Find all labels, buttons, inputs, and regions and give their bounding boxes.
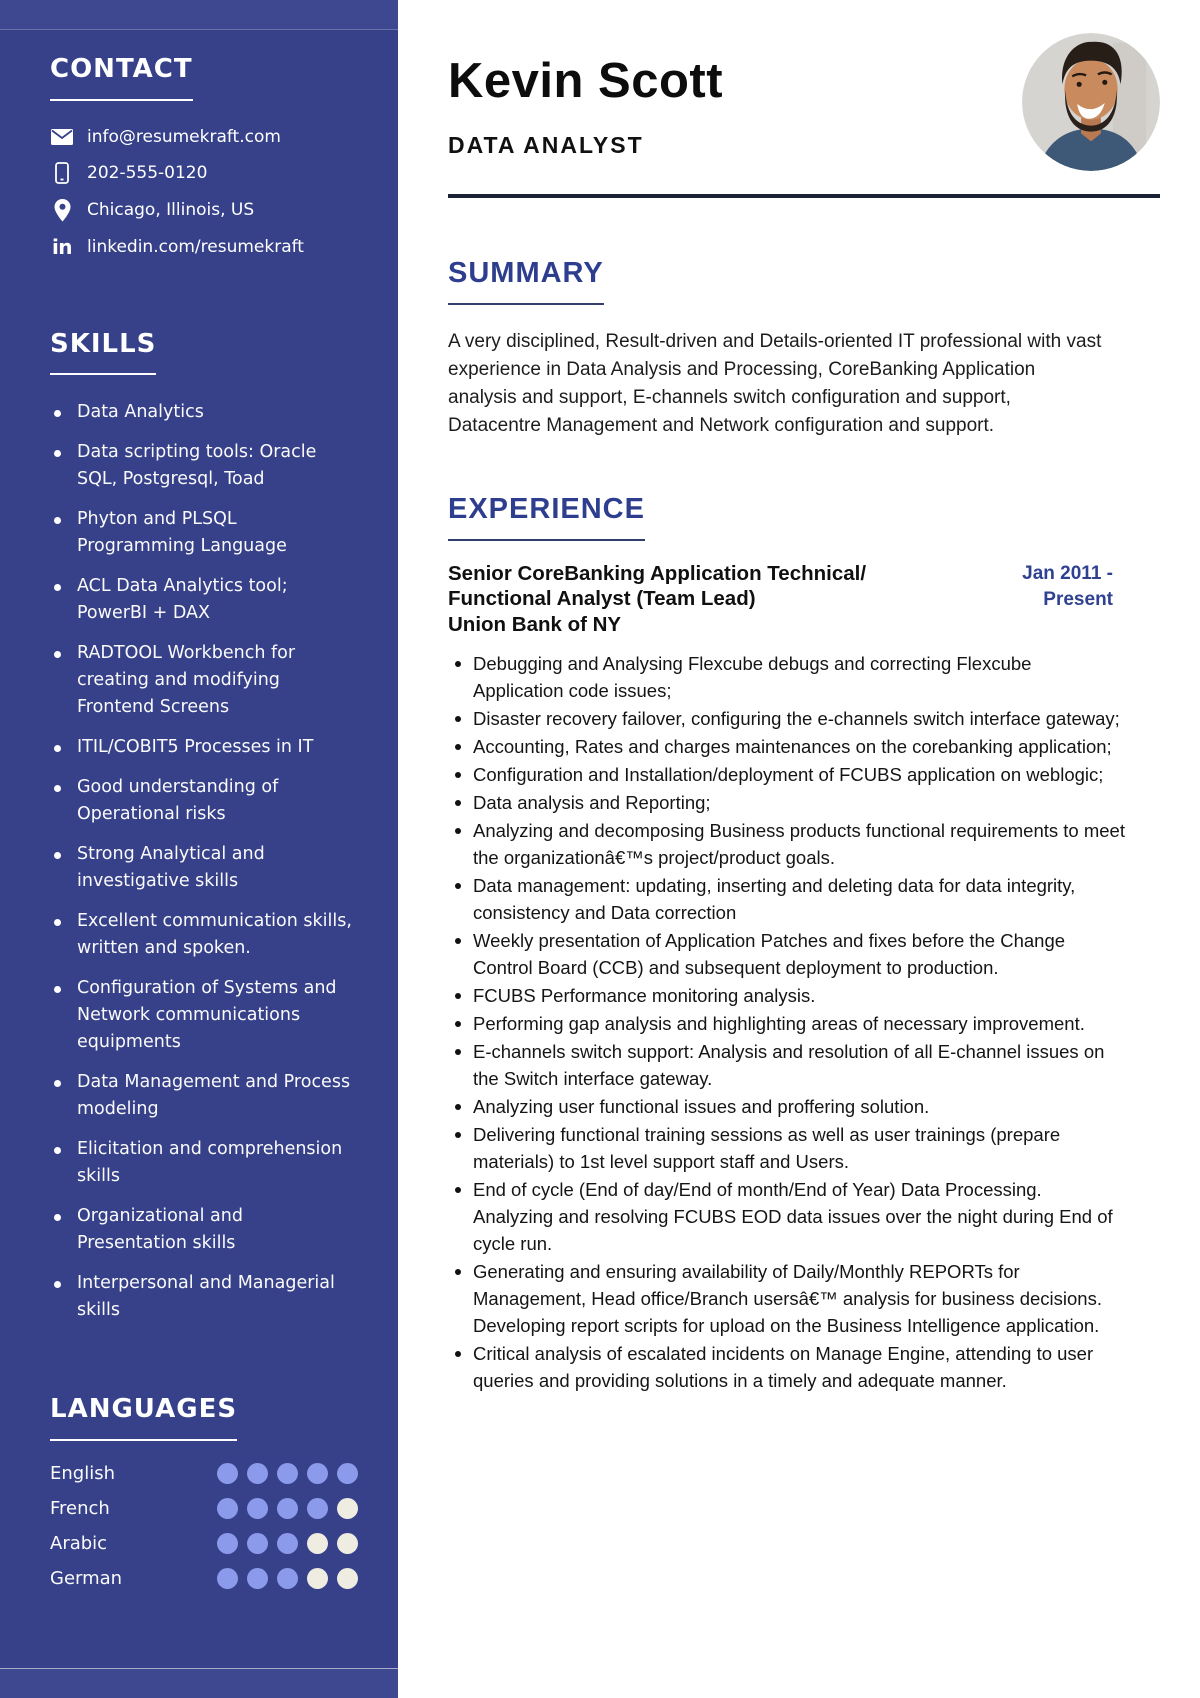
job-bullet: Performing gap analysis and highlighting areas of necessary improvement.: [448, 1010, 1126, 1037]
skills-heading: SKILLS: [50, 330, 156, 376]
languages-list: [50, 1463, 358, 1589]
language-row: [50, 1533, 358, 1554]
job-bullet: Generating and ensuring availability of Daily/Monthly REPORTs for Management, Head office/Branch usersâ€™ analysis for business decisions. Developing report scripts for upload on the Business Intelligence application.: [448, 1258, 1126, 1339]
language-dot-filled: [307, 1498, 328, 1519]
skill-item: Excellent communication skills, written and spoken.: [50, 908, 358, 962]
skill-item: Data Management and Process modeling: [50, 1069, 358, 1123]
job-bullet: E-channels switch support: Analysis and resolution of all E-channel issues on the Switch interface gateway.: [448, 1038, 1126, 1092]
contact-linkedin-text: Chicago, Illinois, US: [87, 200, 255, 221]
language-dot-empty: [307, 1568, 328, 1589]
job-bullet: Debugging and Analysing Flexcube debugs and correcting Flexcube Application code issues;: [448, 650, 1126, 704]
job-titles: [448, 561, 918, 637]
contact-linkedin-text: linkedin.com/resumekraft: [87, 236, 304, 257]
skill-item: ITIL/COBIT5 Processes in IT: [50, 734, 358, 761]
job-bullet: Accounting, Rates and charges maintenances on the corebanking application;: [448, 733, 1126, 760]
language-dot-filled: [247, 1533, 268, 1554]
skill-item: Elicitation and comprehension skills: [50, 1136, 358, 1190]
language-name: German: [50, 1567, 123, 1589]
contact-email: [50, 127, 358, 147]
language-dot-filled: [337, 1463, 358, 1484]
languages-section: [50, 1370, 358, 1589]
job-bullet: Data management: updating, inserting and deleting data for data integrity, consistency and Data correction: [448, 872, 1126, 926]
skill-item: RADTOOL Workbench for creating and modifying Frontend Screens: [50, 640, 358, 721]
language-name: Arabic: [50, 1532, 108, 1554]
sidebar: [0, 0, 398, 1698]
language-dot-empty: [337, 1568, 358, 1589]
job-company: Union Bank of NY: [448, 613, 622, 637]
language-level-dots: [217, 1498, 358, 1519]
language-dot-filled: [217, 1498, 238, 1519]
location-pin-icon: [50, 199, 74, 222]
skill-item: Strong Analytical and investigative skills: [50, 841, 358, 895]
language-row: [50, 1498, 358, 1519]
summary-section: [448, 258, 1160, 440]
language-dot-filled: [307, 1463, 328, 1484]
language-dot-empty: [337, 1498, 358, 1519]
skill-item: Data Analytics: [50, 399, 358, 426]
main-content: [398, 0, 1200, 1698]
phone-icon: [50, 162, 74, 184]
language-dot-filled: [217, 1568, 238, 1589]
job-bullet: Disaster recovery failover, configuring the e-channels switch interface gateway;: [448, 705, 1126, 732]
languages-heading: LANGUAGES: [50, 1395, 237, 1441]
job-bullet: Critical analysis of escalated incidents on Manage Engine, attending to user queries and providing solutions in a timely and adequate manner.: [448, 1340, 1126, 1394]
job-title: Senior CoreBanking Application Technical/ Functional Analyst (Team Lead): [448, 562, 867, 611]
linkedin-icon: in: [51, 234, 73, 259]
sidebar-bottom-band: [0, 1668, 398, 1698]
language-row: [50, 1568, 358, 1589]
job-bullet: End of cycle (End of day/End of month/End of Year) Data Processing. Analyzing and resolving FCUBS EOD data issues over the night during End of cycle run.: [448, 1176, 1126, 1257]
job-date: Jan 2011 - Present: [1022, 563, 1113, 611]
skill-item: Good understanding of Operational risks: [50, 774, 358, 828]
job-bullet-list: [448, 650, 1126, 1394]
person-name: Kevin Scott: [448, 54, 724, 108]
job-bullet: Data analysis and Reporting;: [448, 789, 1126, 816]
skills-list: [50, 399, 358, 1324]
job-bullet: Analyzing and decomposing Business products functional requirements to meet the organizationâ€™s project/product goals.: [448, 817, 1126, 871]
contact-section: [50, 30, 358, 257]
contact-heading: CONTACT: [50, 55, 193, 101]
job-bullet: Configuration and Installation/deployment of FCUBS application on weblogic;: [448, 761, 1126, 788]
skill-item: Data scripting tools: Oracle SQL, Postgresql, Toad: [50, 439, 358, 493]
contact-list: [50, 127, 358, 257]
language-dot-filled: [277, 1568, 298, 1589]
language-name: English: [50, 1462, 115, 1484]
language-dot-filled: [247, 1463, 268, 1484]
language-dot-filled: [247, 1498, 268, 1519]
profile-photo: [1022, 33, 1160, 171]
language-dot-filled: [217, 1463, 238, 1484]
language-dot-filled: [277, 1533, 298, 1554]
contact-phone: [50, 162, 358, 184]
job-bullet: FCUBS Performance monitoring analysis.: [448, 982, 1126, 1009]
language-dot-filled: [277, 1463, 298, 1484]
job-role: DATA ANALYST: [448, 132, 644, 159]
job-bullet: Delivering functional training sessions as well as user trainings (prepare materials) to 1st level support staff and Users.: [448, 1121, 1126, 1175]
contact-linkedin: [50, 234, 358, 259]
skill-item: Organizational and Presentation skills: [50, 1203, 358, 1257]
skill-item: ACL Data Analytics tool; PowerBI + DAX: [50, 573, 358, 627]
experience-section: [448, 494, 1160, 1394]
language-level-dots: [217, 1463, 358, 1484]
job-bullet: Analyzing user functional issues and proffering solution.: [448, 1093, 1126, 1120]
contact-phone-text: 202-555-0120: [87, 162, 208, 183]
skill-item: Configuration of Systems and Network communications equipments: [50, 975, 358, 1056]
language-row: [50, 1463, 358, 1484]
language-dot-filled: [247, 1568, 268, 1589]
language-dot-empty: [307, 1533, 328, 1554]
experience-heading: EXPERIENCE: [448, 494, 645, 541]
summary-heading: SUMMARY: [448, 258, 604, 305]
language-dot-filled: [217, 1533, 238, 1554]
mail-icon: [50, 129, 74, 145]
language-dot-filled: [277, 1498, 298, 1519]
skill-item: Interpersonal and Managerial skills: [50, 1270, 358, 1324]
contact-location: [50, 199, 358, 222]
header-divider: [448, 194, 1160, 198]
skill-item: Phyton and PLSQL Programming Language: [50, 506, 358, 560]
skills-section: [50, 305, 358, 1325]
resume-header: [448, 56, 1160, 198]
summary-text: A very disciplined, Result-driven and Details-oriented IT professional with vast experience in Data Analysis and Processing, CoreBanking Application analysis and support, E-channels switch configuration and support, Datacentre Management and Network configuration and support.: [448, 331, 1102, 437]
language-level-dots: [217, 1568, 358, 1589]
language-level-dots: [217, 1533, 358, 1554]
language-name: French: [50, 1497, 110, 1519]
job-header: [448, 561, 1113, 637]
contact-email-text: info@resumekraft.com: [87, 126, 281, 147]
job-bullet: Weekly presentation of Application Patches and fixes before the Change Control Board (CCB) and subsequent deployment to production.: [448, 927, 1126, 981]
language-dot-empty: [337, 1533, 358, 1554]
